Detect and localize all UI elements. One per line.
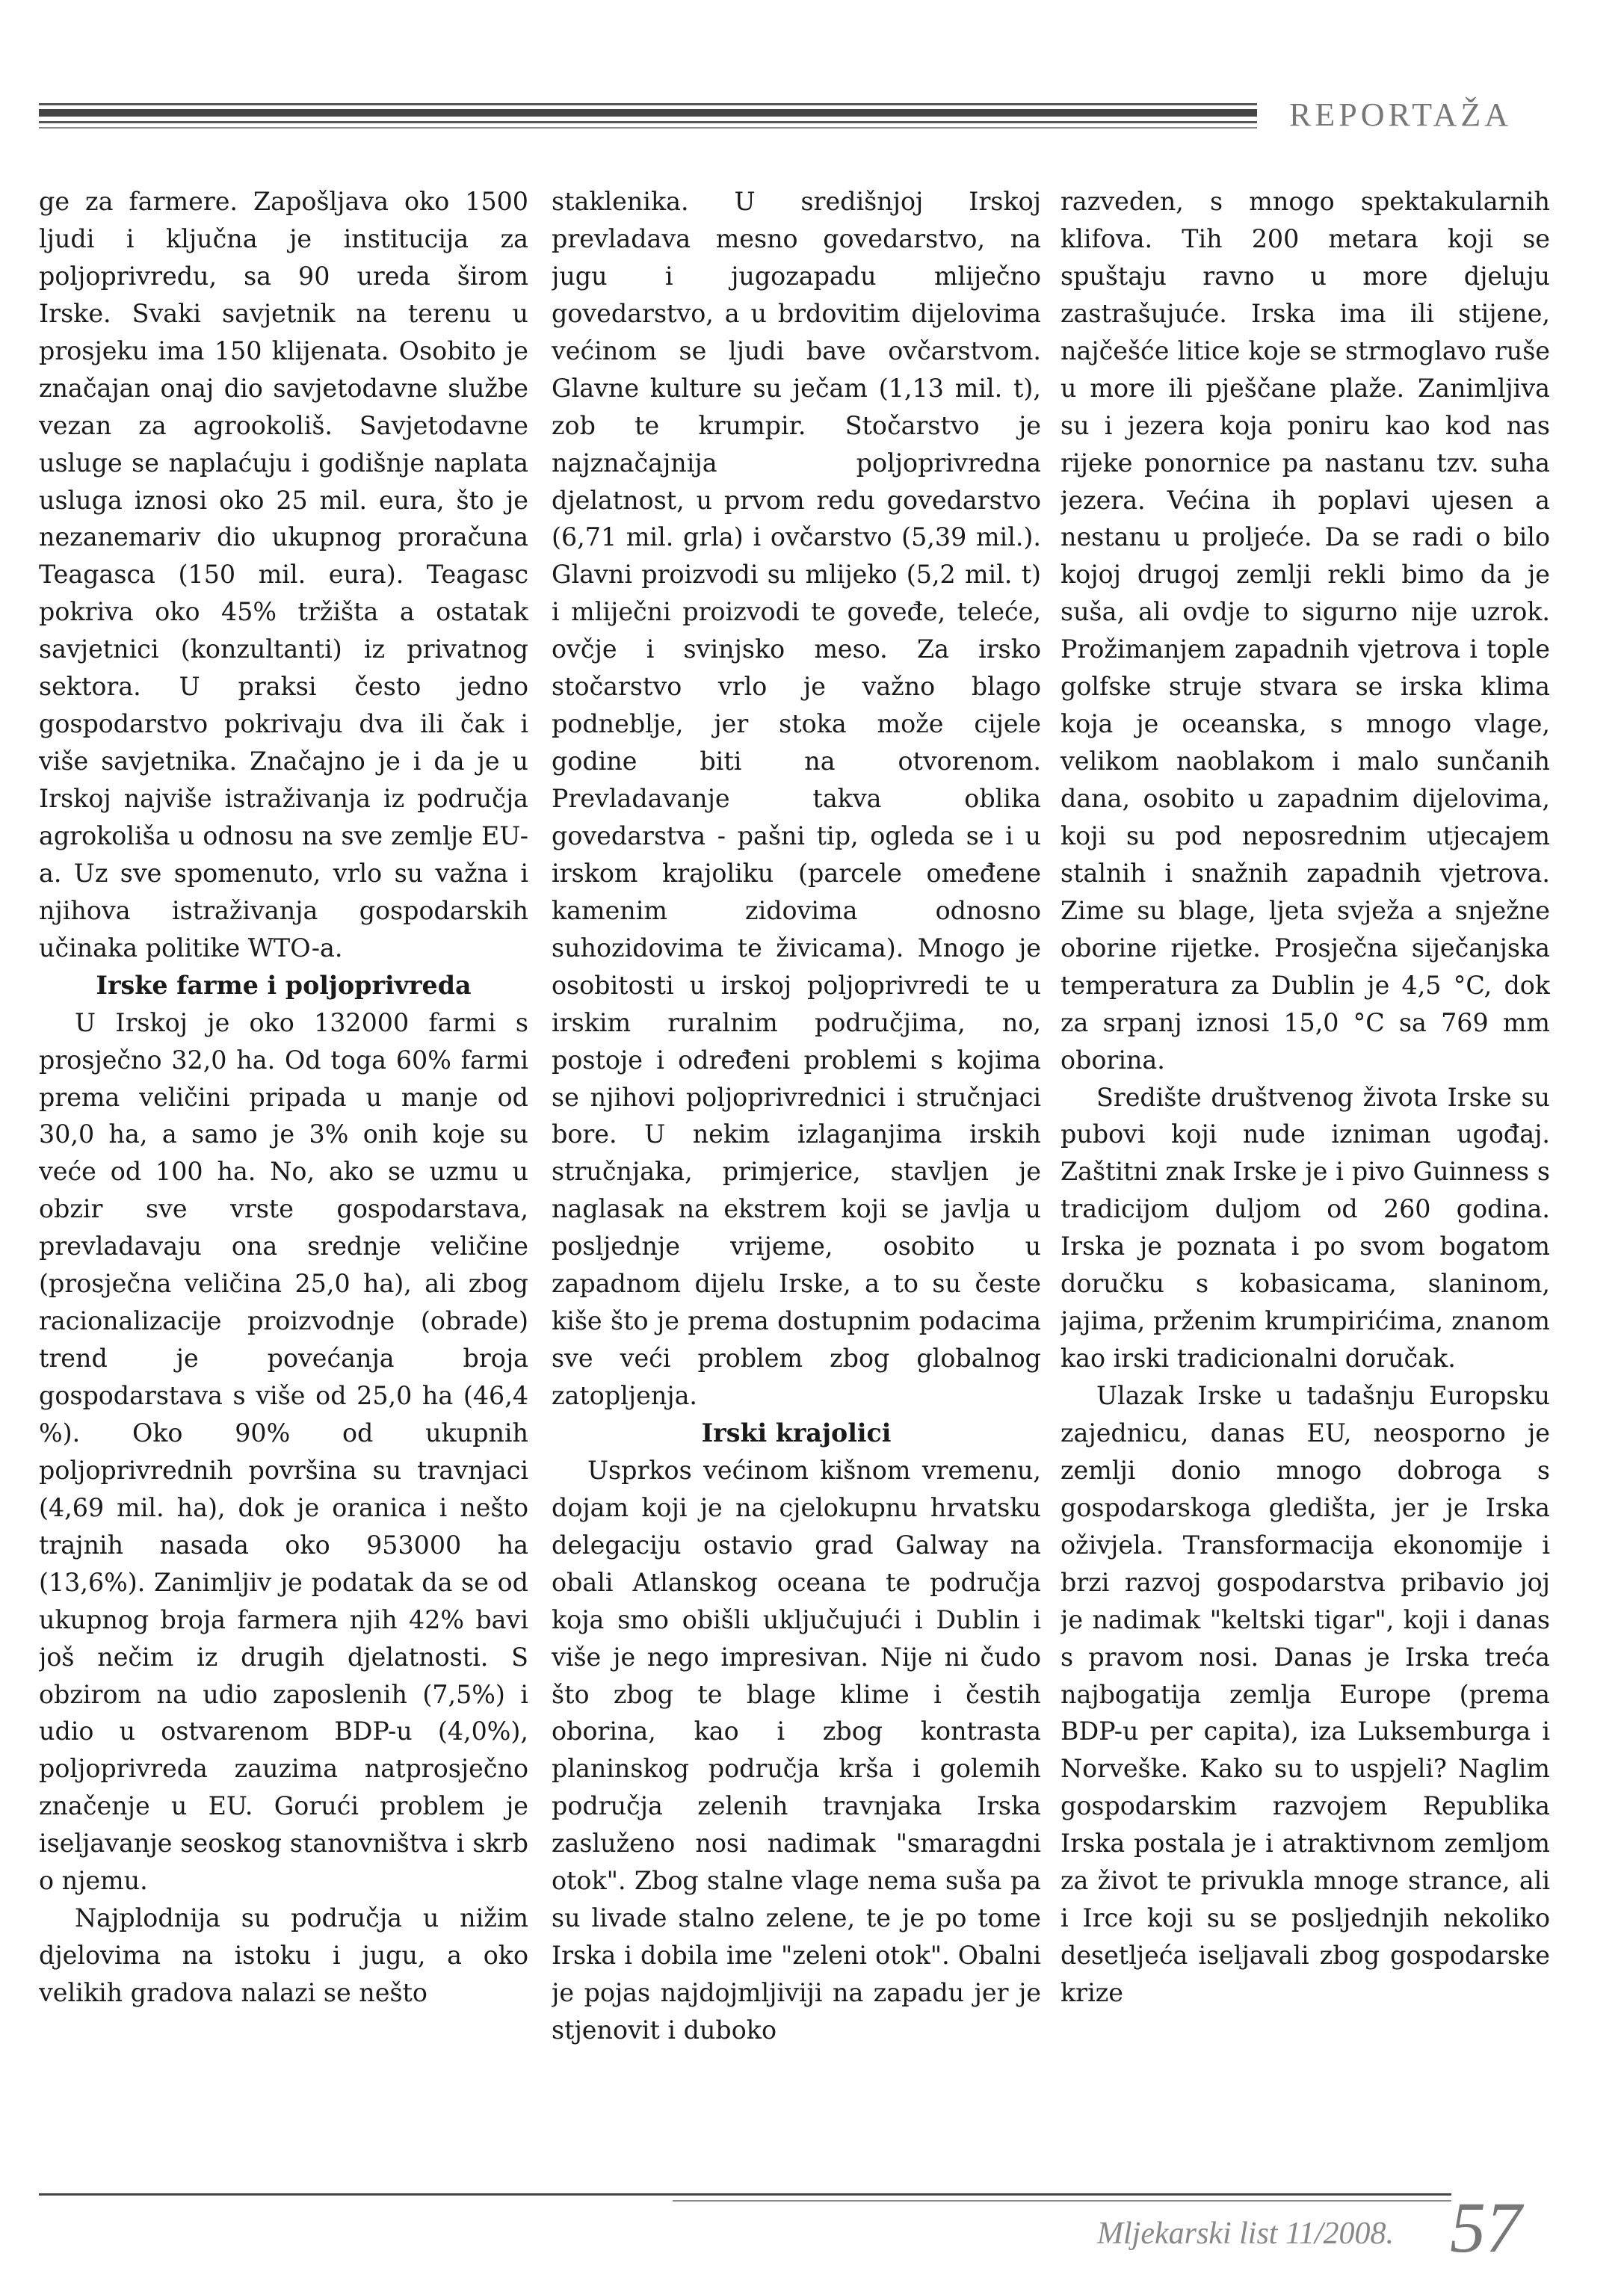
header-rule — [39, 103, 1257, 133]
paragraph: U Irskoj je oko 132000 farmi s prosječno 32,0 ha. Od toga 60% farmi prema veličini pripada u manje od 30,0 ha, a samo je 3% onih koje su veće od 100 ha. No, ako se uzmu u obzir sve vrste gospodarstava, prevladavaju ona srednje veličine (prosječna veličina 25,0 ha), ali zbog racionalizacije proizvodnje (obrade) trend je povećanja broja gospodarstava s više od 25,0 ha (46,4 %). Oko 90% od ukupnih poljoprivrednih površina su travnjaci (4,69 mil. ha), dok je oranica i nešto trajnih nasada oko 953000 ha (13,6%). Zanimljiv je podatak da se od ukupnog broja farmera njih 42% bavi još nečim iz drugih djelatnosti. S obzirom na udio zaposlenih (7,5%) i udio u ostvarenom BDP-u (4,0%), poljoprivreda zauzima natprosječno značenje u EU. Gorući problem je iseljavanje seoskog stanovništva i skrb o njemu. — [39, 1007, 528, 1896]
section-heading: Irske farme i poljoprivreda — [96, 970, 472, 1000]
footer-rule — [39, 2193, 1451, 2196]
column-3 — [1060, 183, 1550, 2163]
section-heading: Irski krajolici — [701, 1418, 892, 1448]
paragraph: Najplodnija su područja u nižim djelovima na istoku i jugu, a oko velikih gradova nalazi se nešto — [39, 1903, 528, 2007]
footer-rule-thin — [673, 2200, 1451, 2202]
paragraph: razveden, s mnogo spektakularnih klifova. Tih 200 metara koji se spuštaju ravno u more djeluju zastrašujuće. Irska ima ili stijene, najčešće litice koje se strmoglavo ruše u more ili pješčane plaže. Zanimljiva su i jezera koja poniru kao kod nas rijeke ponornice pa nastanu tzv. suha jezera. Većina ih poplavi ujesen a nestanu u proljeće. Da se radi o bilo kojoj drugoj zemlji rekli bimo da je suša, ali ovdje to sigurno nije uzrok. Prožimanjem zapadnih vjetrova i tople golfske struje stvara se irska klima koja je oceanska, s mnogo vlage, velikom naoblakom i malo sunčanih dana, osobito u zapadnim dijelovima, koji su pod neposrednim utjecajem stalnih i snažnih zapadnih vjetrova. Zime su blage, ljeta svježa a snježne oborine rijetke. Prosječna siječanjska temperatura za Dublin je 4,5 °C, dok za srpanj iznosi 15,0 °C sa 769 mm oborina. — [1060, 187, 1550, 1075]
page-number: 57 — [1450, 2187, 1522, 2267]
paragraph: Ulazak Irske u tadašnju Europsku zajednicu, danas EU, neosporno je zemlji donio mnogo dobroga s gospodarskoga gledišta, jer je Irska oživjela. Transformacija ekonomije i brzi razvoj gospodarstva pribavio joj je nadimak "keltski tigar", koji i danas s pravom nosi. Danas je Irska treća najbogatija zemlja Europe (prema BDP-u per capita), iza Luksemburga i Norveške. Kako su to uspjeli? Naglim gospodarskim razvojem Republika Irska postala je i atraktivnom zemljom za život te privukla mnoge strance, ali i Irce koji su se posljednjih nekoliko desetljeća iseljavali zbog gospodarske krize — [1060, 1381, 1550, 2007]
journal-title: Mljekarski list 11/2008. — [1097, 2216, 1395, 2251]
paragraph: Središte društvenog života Irske su pubovi koji nude izniman ugođaj. Zaštitni znak Irske je i pivo Guinness s tradicijom duljom od 260 godina. Irska je poznata i po svom bogatom doručku s kobasicama, slaninom, jajima, prženim krumpirićima, znanom kao irski tradicionalni doručak. — [1060, 1082, 1550, 1374]
paragraph: Usprkos većinom kišnom vremenu, dojam koji je na cjelokupnu hrvatsku delegaciju ostavio grad Galway na obali Atlanskog oceana te područja koja smo obišli uključujući i Dublin i više je nego impresivan. Nije ni čudo što zbog te blage klime i čestih oborina, kao i zbog kontrasta planinskog područja krša i golemih područja zelenih travnjaka Irska zasluženo nosi nadimak "smaragdni otok". Zbog stalne vlage nema suša pa su livade stalno zelene, te je po tome Irska i dobila ime "zeleni otok". Obalni je pojas najdojmljiviji na zapadu jer je stjenovit i duboko — [552, 1455, 1041, 2045]
article-body — [0, 183, 1624, 2163]
column-2 — [552, 183, 1041, 2163]
column-1 — [39, 183, 528, 2163]
paragraph: staklenika. U središnjoj Irskoj prevladava mesno govedarstvo, na jugu i jugozapadu mliječno govedarstvo, a u brdovitim dijelovima većinom se ljudi bave ovčarstvom. Glavne kulture su ječam (1,13 mil. t), zob te krumpir. Stočarstvo je najznačajnija poljoprivredna djelatnost, u prvom redu govedarstvo (6,71 mil. grla) i ovčarstvo (5,39 mil.). Glavni proizvodi su mlijeko (5,2 mil. t) i mliječni proizvodi te govеđe, teleće, ovčje i svinjsko meso. Za irsko stočarstvo vrlo je važno blago podneblje, jer stoka može cijele godine biti na otvorenom. Prevladavanje takva oblika govedarstva - pašni tip, ogleda se i u irskom krajoliku (parcele omeđene kamenim zidovima odnosno suhozidovima te živicama). Mnogo je osobitosti u irskoj poljoprivredi te u irskim ruralnim područjima, no, postoje i određeni problemi s kojima se njihovi poljoprivrednici i stručnjaci bore. U nekim izlaganjima irskih stručnjaka, primjerice, stavljen je naglasak na ekstrem koji se javlja u posljednje vrijeme, osobito u zapadnom dijelu Irske, a to su česte kiše što je prema dostupnim podacima sve veći problem zbog globalnog zatopljenja. — [552, 187, 1041, 1410]
section-label: REPORTAŽA — [1289, 96, 1512, 133]
paragraph: ge za farmere. Zapošljava oko 1500 ljudi i ključna je institucija za poljoprivredu, sa 90 ureda širom Irske. Svaki savjetnik na terenu u prosjeku ima 150 klijenata. Osobito je značajan onaj dio savjetodavne službe vezan za agrookoliš. Savjetodavne usluge se naplaćuju i godišnje naplata usluga iznosi oko 25 mil. eura, što je nezanemariv dio ukupnog proračuna Teagasca (150 mil. eura). Teagasc pokriva oko 45% tržišta a ostatak savjetnici (konzultanti) iz privatnog sektora. U praksi često jedno gospodarstvo pokrivaju dva ili čak i više savjetnika. Značajno je i da je u Irskoj najviše istraživanja iz područja agrokoliša u odnosu na sve zemlje EU-a. Uz sve spomenuto, vrlo su važna i njihova istraživanja gospodarskih učinaka politike WTO-a. — [39, 187, 528, 963]
